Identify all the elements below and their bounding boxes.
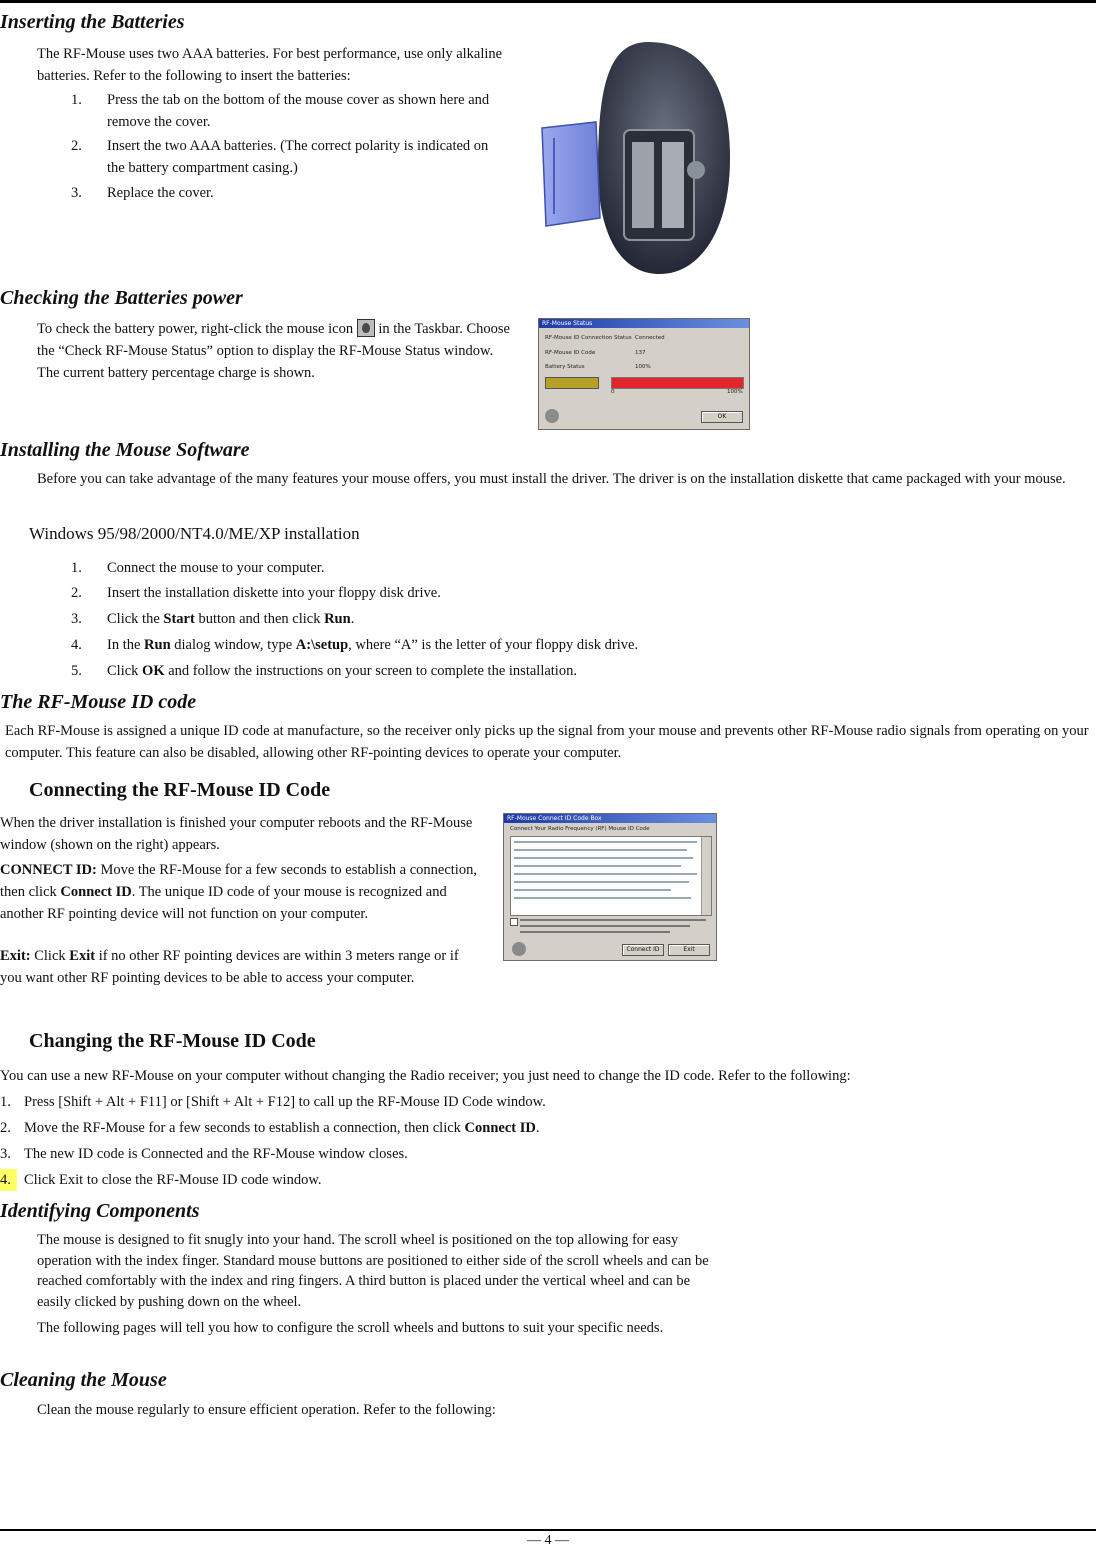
status-row-label: RF-Mouse ID Connection Status	[545, 335, 632, 341]
mouse-underside-image	[538, 38, 734, 278]
rf-mouse-taskbar-icon	[357, 319, 375, 337]
scrollbar[interactable]	[701, 837, 711, 915]
section-title-power: Checking the Batteries power	[0, 287, 243, 309]
list-text: Press the tab on the bottom of the mouse cover as shown here and remove the cover.	[107, 92, 490, 130]
list-item	[71, 135, 501, 179]
battery-gauge-fill	[612, 378, 743, 388]
software-intro: Before you can take advantage of the many features your mouse offers, you must install the driver. The driver is on the installation diskette that came packaged with your mouse.	[37, 471, 1066, 487]
list-text: Click the Start button and then click Run.	[107, 611, 355, 627]
mouse-logo-icon	[512, 942, 526, 956]
page-number: — 4 —	[527, 1533, 569, 1548]
list-text: The new ID code is Connected and the RF-Mouse window closes.	[24, 1146, 408, 1162]
list-text: Replace the cover.	[107, 185, 214, 201]
status-row-value: Connected	[635, 335, 665, 341]
status-row-label: RF-Mouse ID Code	[545, 350, 596, 356]
os-installation-heading: Windows 95/98/2000/NT4.0/ME/XP installation	[29, 524, 360, 543]
disable-id-checkbox[interactable]	[510, 918, 518, 926]
dialog-heading: Connect Your Radio Frequency (RF) Mouse ID Code	[510, 826, 650, 832]
list-number: 1.	[0, 1094, 11, 1110]
list-number: 2.	[71, 138, 82, 154]
list-item	[0, 1169, 1000, 1191]
window-title-bar: RF-Mouse Connect ID Code Box	[504, 814, 716, 823]
list-item	[0, 1091, 1000, 1113]
list-number: 3.	[71, 611, 82, 627]
connect-id-dialog	[503, 813, 717, 961]
list-item	[71, 89, 501, 133]
list-number: 3.	[71, 185, 82, 201]
exit-button[interactable]: Exit	[668, 944, 710, 956]
gauge-max-label: 100%	[727, 389, 743, 395]
status-row-label: Battery Status	[545, 364, 585, 370]
footer-rule	[0, 1529, 1096, 1531]
connecting-p3: Exit: Click Exit if no other RF pointing devices are within 3 meters range or if you want other RF pointing devices to be able to access your computer.	[0, 948, 459, 986]
list-text: Click Exit to close the RF-Mouse ID code window.	[24, 1172, 322, 1188]
ok-button[interactable]: OK	[701, 411, 743, 423]
battery-gauge	[611, 377, 744, 389]
list-item	[71, 608, 971, 630]
list-number: 4.	[71, 637, 82, 653]
power-text-after: in the Taskbar. Choose the “Check RF-Mouse Status” option to display the RF-Mouse Status window. The current battery percentage charge is shown.	[37, 321, 510, 381]
batteries-intro: The RF-Mouse uses two AAA batteries. For best performance, use only alkaline batteries. Refer to the following to insert the batteries:	[37, 46, 503, 84]
instructions-textbox	[510, 836, 712, 916]
list-item	[71, 660, 971, 682]
list-text: Press [Shift + Alt + F11] or [Shift + Alt + F12] to call up the RF-Mouse ID Code window.	[24, 1094, 546, 1110]
status-row-value: 137	[635, 350, 646, 356]
power-description	[37, 318, 517, 384]
list-item	[71, 557, 971, 579]
list-text: Insert the installation diskette into your floppy disk drive.	[107, 585, 441, 601]
section-title-components: Identifying Components	[0, 1200, 200, 1222]
list-item	[71, 182, 501, 204]
list-item	[0, 1117, 1000, 1139]
list-number: 5.	[71, 663, 82, 679]
section-title-batteries: Inserting the Batteries	[0, 11, 185, 33]
power-text-before: To check the battery power, right-click the mouse icon	[37, 321, 354, 337]
list-number: 2.	[71, 585, 82, 601]
cleaning-intro: Clean the mouse regularly to ensure efficient operation. Refer to the following:	[37, 1402, 496, 1418]
list-text: In the Run dialog window, type A:\setup, where “A” is the letter of your floppy disk drive.	[107, 637, 639, 653]
subsection-title-changing: Changing the RF-Mouse ID Code	[29, 1030, 316, 1052]
top-rule	[0, 0, 1096, 3]
list-item	[71, 634, 971, 656]
status-row-value: 100%	[635, 364, 651, 370]
components-p1: The mouse is designed to fit snugly into your hand. The scroll wheel is positioned on the top allowing for easy operation with the index finger. Standard mouse buttons are positioned to either side of the scroll wheels and can be reached comfortably with the index and ring fingers. A third button is placed under the vertical wheel and can be easily clicked by pushing down on the wheel.	[37, 1232, 709, 1310]
list-number: 3.	[0, 1146, 11, 1162]
section-title-cleaning: Cleaning the Mouse	[0, 1369, 167, 1391]
subsection-title-connecting: Connecting the RF-Mouse ID Code	[29, 779, 331, 801]
gauge-min-label: 0	[611, 389, 615, 395]
list-item	[0, 1143, 1000, 1165]
rf-mouse-status-window	[538, 318, 750, 430]
list-number: 2.	[0, 1120, 11, 1136]
changing-intro: You can use a new RF-Mouse on your computer without changing the Radio receiver; you just need to change the ID code. Refer to the following:	[0, 1068, 851, 1084]
list-number: 1.	[71, 560, 82, 576]
list-item	[71, 582, 971, 604]
section-title-software: Installing the Mouse Software	[0, 439, 250, 461]
section-title-idcode: The RF-Mouse ID code	[0, 691, 197, 713]
list-text: Connect the mouse to your computer.	[107, 560, 325, 576]
list-text: Insert the two AAA batteries. (The correct polarity is indicated on the battery compartment casing.)	[107, 138, 489, 176]
components-p2: The following pages will tell you how to configure the scroll wheels and buttons to suit your specific needs.	[37, 1320, 664, 1336]
idcode-intro: Each RF-Mouse is assigned a unique ID code at manufacture, so the receiver only picks up the signal from your mouse and prevents other RF-Mouse radio signals from operating on your computer. This feature can also be disabled, allowing other RF-pointing devices to operate your computer.	[5, 723, 1089, 761]
list-number: 4.	[0, 1169, 17, 1191]
mouse-logo-icon	[545, 409, 559, 423]
window-title-bar: RF-Mouse Status	[539, 319, 749, 328]
list-text: Click OK and follow the instructions on your screen to complete the installation.	[107, 663, 577, 679]
battery-icon	[545, 377, 599, 389]
list-number: 1.	[71, 92, 82, 108]
connect-id-button[interactable]: Connect ID	[622, 944, 664, 956]
connecting-p1: When the driver installation is finished your computer reboots and the RF-Mouse window (shown on the right) appears.	[0, 815, 473, 853]
connecting-p2: CONNECT ID: Move the RF-Mouse for a few seconds to establish a connection, then click Connect ID. The unique ID code of your mouse is recognized and another RF pointing device will not function on your computer.	[0, 862, 477, 922]
list-text: Move the RF-Mouse for a few seconds to establish a connection, then click Connect ID.	[24, 1120, 540, 1136]
